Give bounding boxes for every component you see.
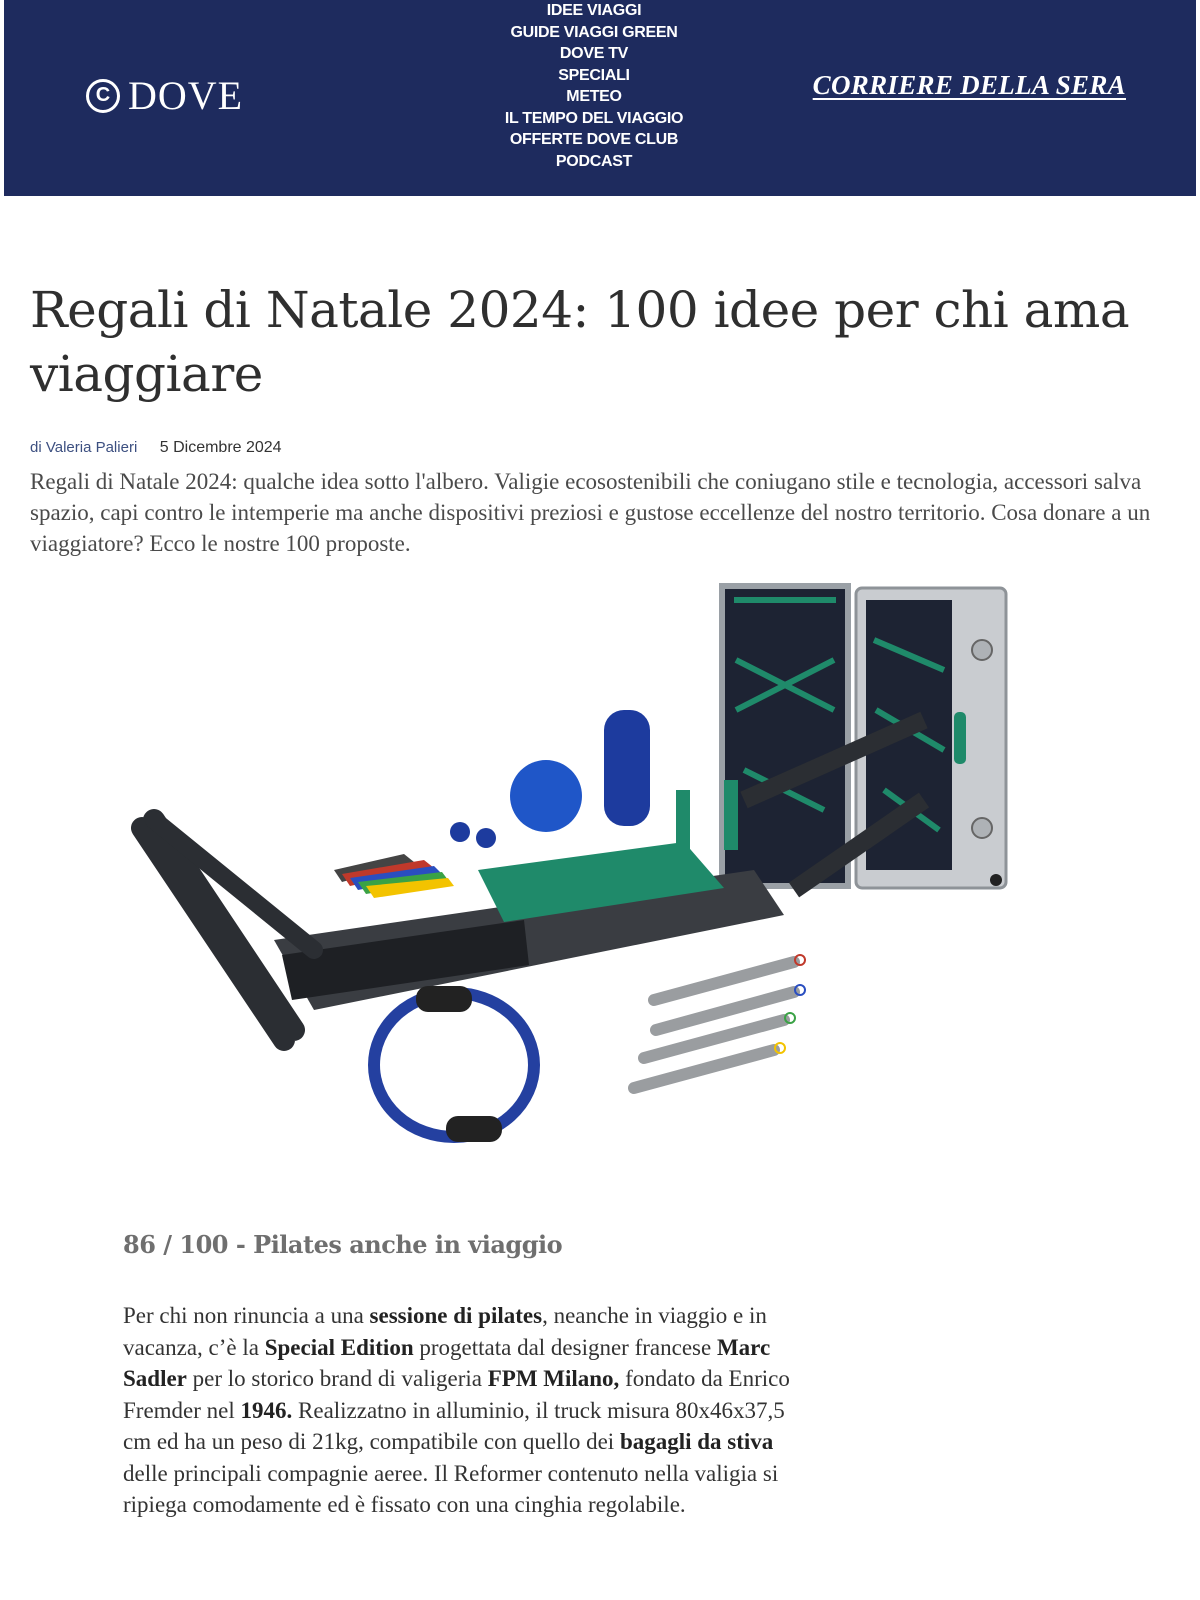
publish-date: 5 Dicembre 2024 <box>159 439 282 456</box>
body-text-run: Realizzatno in alluminio, il truck misura 80x46x37,5 cm ed ha un peso di 21kg, compatibile con quello dei <box>123 1397 785 1454</box>
article-body <box>123 1300 803 1521</box>
body-bold-text: FPM Milano, <box>487 1366 620 1391</box>
nav-item-offerte-dove-club[interactable]: OFFERTE DOVE CLUB <box>509 131 679 148</box>
small-ball-icon <box>450 822 470 842</box>
foam-roller-icon <box>604 710 650 826</box>
pilates-ball-icon <box>510 760 582 832</box>
logo-wordmark: DOVE <box>128 73 244 118</box>
body-text-run: delle principali compagnie aeree. Il Reformer contenuto nella valigia si ripiega comodamente ed è fissato con una cinghia regolabile. <box>123 1460 779 1517</box>
body-text-run: per lo storico brand di valigeria <box>186 1366 488 1391</box>
article-title: Regali di Natale 2024: 100 idee per chi ama viaggiare <box>30 281 1130 403</box>
springs-icon <box>634 955 805 1088</box>
body-bold-text: Marc Sadler <box>123 1334 771 1391</box>
gift-caption: 86 / 100 - Pilates anche in viaggio <box>123 1230 563 1259</box>
nav-item-podcast[interactable]: PODCAST <box>555 152 633 170</box>
body-bold-text: sessione di pilates <box>369 1303 543 1328</box>
nav-item-idee-viaggi[interactable]: IDEE VIAGGI <box>546 2 642 19</box>
nav-item-speciali[interactable]: SPECIALI <box>558 66 630 84</box>
copyright-c-icon: C <box>86 79 120 113</box>
body-bold-text: bagagli da stiva <box>619 1429 774 1454</box>
nav-item-il-tempo-del-viaggio[interactable]: IL TEMPO DEL VIAGGIO <box>504 109 684 127</box>
body-text-run: , neanche in viaggio e in vacanza, c’è la <box>123 1303 767 1360</box>
article-lead: Regali di Natale 2024: qualche idea sotto l'albero. Valigie ecosostenibili che coniugano stile e tecnologia, accessori salva spazio, capi contro le intemperie ma anche dispositivi preziosi e gustose eccellenze del nostro territorio. Cosa donare a un viaggiatore? Ecco le nostre 100 proposte. <box>30 469 1151 556</box>
pilates-reformer-suitcase-illustration <box>24 570 1144 1210</box>
pilates-ring-icon <box>374 986 534 1142</box>
small-ball-icon <box>476 828 496 848</box>
nav-item-meteo[interactable]: METEO <box>566 88 622 105</box>
nav-item-dove-tv[interactable]: DOVE TV <box>559 45 629 62</box>
corriere-della-sera-logo[interactable]: CORRIERE DELLA SERA <box>812 70 1126 100</box>
dove-logo[interactable] <box>86 72 243 119</box>
resistance-bands-icon <box>334 854 454 898</box>
body-text-run: Per chi non rinuncia a una <box>123 1303 370 1328</box>
product-image <box>24 570 1144 1210</box>
body-bold-text: 1946. <box>240 1397 293 1423</box>
body-bold-text: Special Edition <box>264 1334 414 1360</box>
main-nav <box>494 0 694 172</box>
site-header <box>4 0 1196 196</box>
body-text-run: fondato da Enrico Fremder nel <box>123 1366 790 1423</box>
nav-item-guide-viaggi-green[interactable]: GUIDE VIAGGI GREEN <box>510 23 678 41</box>
author-link[interactable]: di Valeria Palieri <box>30 439 138 456</box>
body-text-run: progettata dal designer francese <box>413 1334 717 1360</box>
byline <box>30 439 282 457</box>
